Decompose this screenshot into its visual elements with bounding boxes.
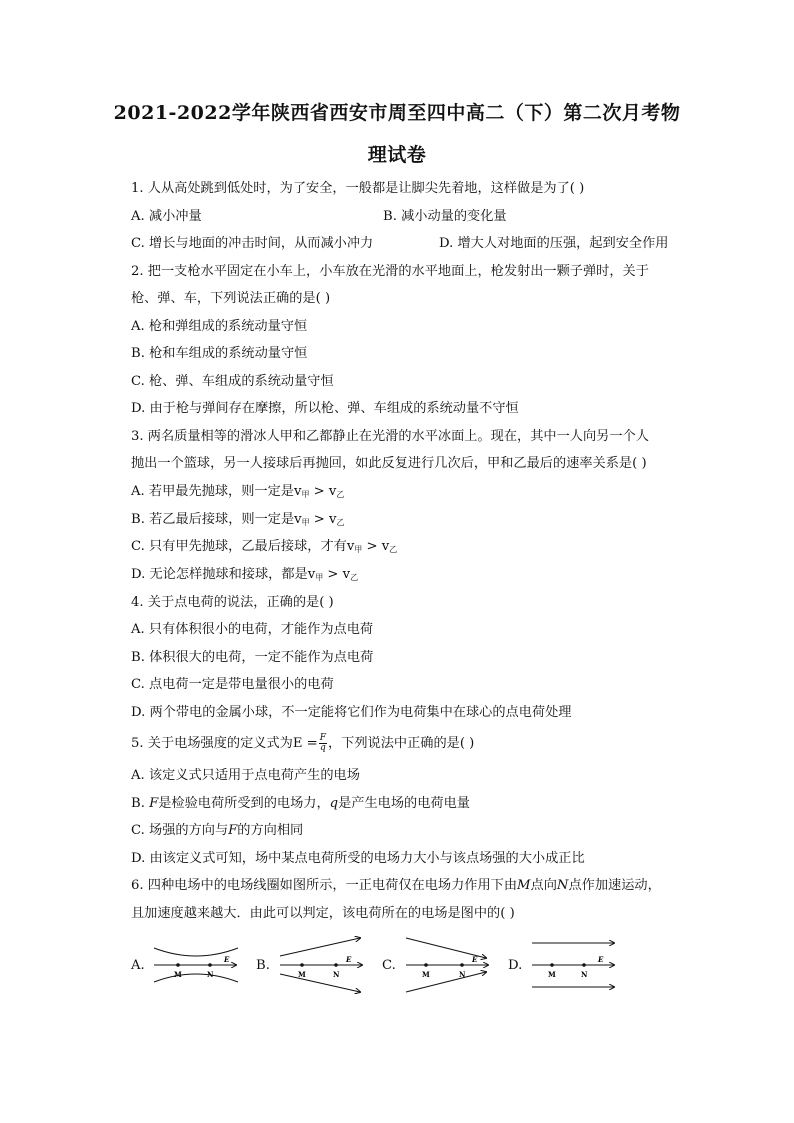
label-n: N: [581, 970, 588, 979]
label-e: E: [224, 955, 230, 964]
q4-stem: 4. 关于点电荷的说法，正确的是( ): [131, 595, 334, 610]
label-m: M: [548, 970, 556, 979]
label-m: M: [174, 970, 182, 979]
point-n: [208, 963, 212, 967]
point-m: [424, 963, 428, 967]
exam-title-line1: 2021-2022学年陕西省西安市周至四中高二（下）第二次月考物: [113, 102, 681, 124]
q3-stem-line1: 3. 两名质量相等的滑冰人甲和乙都静止在光滑的水平冰面上。现在，其中一人向另一个人: [131, 429, 649, 444]
field-diagram-b: [276, 934, 368, 996]
q3-option-c: C. 只有甲先抛球，乙最后接球，才有$v_甲 > v_乙$: [131, 539, 398, 554]
q5-option-a: A. 该定义式只适用于点电荷产生的电场: [131, 768, 360, 783]
q4-option-a: A. 只有体积很小的电荷，才能作为点电荷: [131, 622, 374, 637]
label-m: M: [298, 970, 306, 979]
q6-diagram-label-a: A.: [131, 958, 145, 973]
field-line: [154, 974, 238, 982]
q4-option-d: D. 两个带电的金属小球，不一定能将它们作为电荷集中在球心的点电荷处理: [131, 705, 572, 720]
q2-option-b: B. 枪和车组成的系统动量守恒: [131, 346, 308, 361]
q3-option-a: A. 若甲最先抛球，则一定是$v_甲 > v_乙$: [131, 484, 345, 499]
q3-option-b: B. 若乙最后接球，则一定是$v_甲 > v_乙$: [131, 512, 345, 527]
q5-option-c: C. 场强的方向与F的方向相同: [131, 823, 304, 838]
q2-option-c: C. 枪、弹、车组成的系统动量守恒: [131, 374, 334, 389]
point-n: [582, 963, 586, 967]
q1-option-d: D. 增大人对地面的压强，起到安全作用: [439, 236, 669, 251]
label-e: E: [472, 955, 478, 964]
field-line-arrow: [406, 972, 486, 992]
field-line-arrow: [280, 938, 360, 956]
point-m: [550, 963, 554, 967]
q2-stem-line1: 2. 把一支枪水平固定在小车上，小车放在光滑的水平地面上，枪发射出一颗子弹时，关于: [131, 264, 649, 279]
label-n: N: [459, 970, 466, 979]
point-n: [460, 963, 464, 967]
field-diagram-a: [150, 934, 242, 996]
q6-diagram-label-b: B.: [256, 958, 270, 973]
label-n: N: [207, 970, 214, 979]
q3-option-d: D. 无论怎样抛球和接球，都是$v_甲 > v_乙$: [131, 567, 359, 582]
q6-diagram-label-c: C.: [382, 958, 396, 973]
field-diagram-d: [528, 934, 620, 996]
q1-option-c: C. 增长与地面的冲击时间，从而减小冲力: [131, 236, 374, 251]
label-e: E: [346, 955, 352, 964]
field-diagram-c: [402, 934, 494, 996]
point-m: [300, 963, 304, 967]
q6-stem-line2: 且加速度越来越大．由此可以判定，该电荷所在的电场是图中的( ): [131, 906, 515, 921]
exam-title-line2: 理试卷: [367, 144, 427, 166]
q5-stem: 5. 关于电场强度的定义式为E = $\frac{F}{q}$ ，下列说法中正确的是( ): [131, 733, 475, 753]
q5-formula-fraction: $\frac{F}{q}$: [319, 733, 326, 753]
q3-stem-line2: 抛出一个篮球，另一人接球后再抛回，如此反复进行几次后，甲和乙最后的速率关系是( ): [131, 456, 647, 471]
point-n: [334, 963, 338, 967]
q6-stem-line1: 6. 四种电场中的电场线圈如图所示，一正电荷仅在电场力作用下由M点向N点作加速运动，: [131, 878, 661, 893]
q6-diagram-label-d: D.: [508, 958, 523, 973]
label-n: N: [333, 970, 340, 979]
point-m: [176, 963, 180, 967]
q4-option-c: C. 点电荷一定是带电量很小的电荷: [131, 677, 334, 692]
label-e: E: [598, 955, 604, 964]
q1-option-a: A. 减小冲量: [131, 209, 202, 224]
q2-option-d: D. 由于枪与弹间存在摩擦，所以枪、弹、车组成的系统动量不守恒: [131, 401, 519, 416]
label-m: M: [422, 970, 430, 979]
q1-option-b: B. 减小动量的变化量: [383, 209, 507, 224]
q1-stem: 1. 人从高处跳到低处时，为了安全，一般都是让脚尖先着地，这样做是为了( ): [131, 181, 585, 196]
q4-option-b: B. 体积很大的电荷，一定不能作为点电荷: [131, 650, 374, 665]
q5-option-d: D. 由该定义式可知，场中某点电荷所受的电场力大小与该点场强的大小成正比: [131, 851, 585, 866]
q5-option-b: B. F是检验电荷所受到的电场力，q是产生电场的电荷电量: [131, 796, 470, 811]
field-line-arrow: [280, 974, 360, 992]
q2-option-a: A. 枪和弹组成的系统动量守恒: [131, 319, 308, 334]
q2-stem-line2: 枪、弹、车，下列说法正确的是( ): [131, 291, 331, 306]
